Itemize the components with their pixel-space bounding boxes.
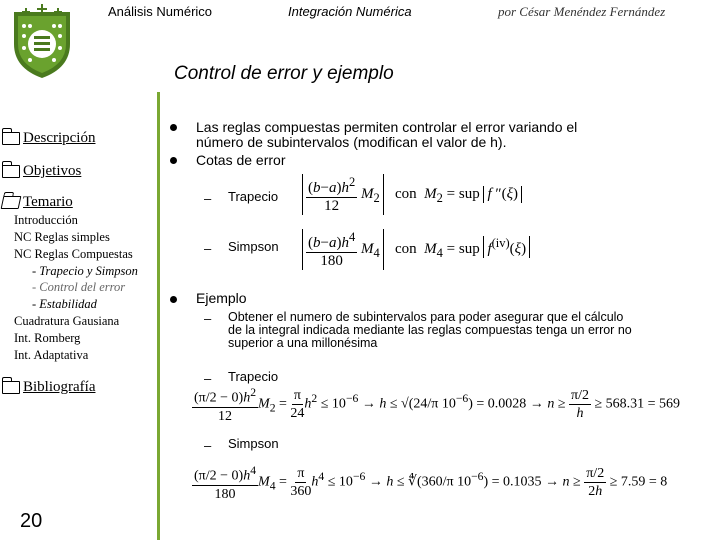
dash-marker: – (204, 311, 212, 326)
temario-item-romberg[interactable]: Int. Romberg (14, 331, 81, 345)
folder-icon (2, 381, 20, 394)
header-author: por César Menéndez Fernández (498, 4, 666, 19)
temario-item-reglas-simples[interactable]: NC Reglas simples (14, 230, 110, 244)
nav-descripcion-label: Descripción (23, 130, 96, 146)
accent-strip (157, 92, 160, 540)
dash-marker: – (204, 438, 212, 453)
bullet-dot (170, 157, 177, 164)
simpson-error-formula: $\frac{(b-a)h^4}{180}$ $M_4$ con $M_4$ = sup $f^{(iv)}(\xi)$ (302, 229, 530, 270)
temario-item-introduccion[interactable]: Introducción (14, 213, 78, 227)
nav-temario-label: Temario (23, 194, 73, 210)
trapecio-label: Trapecio (228, 189, 279, 204)
simpson-example-label: Simpson (228, 436, 279, 451)
slide-title: Control de error y ejemplo (174, 63, 394, 84)
ejemplo-line3: superior a una millonésima (228, 336, 378, 350)
nav-descripcion[interactable] (2, 130, 95, 147)
folder-icon (2, 132, 20, 145)
temario-item-reglas-compuestas[interactable]: NC Reglas Compuestas (14, 247, 133, 261)
nav-objetivos-label: Objetivos (23, 163, 82, 179)
folder-icon (2, 165, 20, 178)
temario-subitem-control-error[interactable]: - Control del error (32, 280, 126, 294)
trapecio-example-label: Trapecio (228, 369, 279, 384)
dash-marker: – (204, 371, 212, 386)
nav-bibliografia[interactable] (2, 379, 95, 396)
bullet-dot (170, 296, 177, 303)
temario-subitem-estabilidad[interactable]: - Estabilidad (32, 297, 97, 311)
header-topic: Integración Numérica (288, 4, 412, 19)
dash-marker: – (204, 191, 212, 206)
page-number: 20 (20, 510, 43, 532)
simpson-example-formula: $\frac{(\pi/2 - 0)h^4}{180}$ $M_4$ = $\frac{\pi}{360}$ $h^4 \le 10^{-6} \to h$ ≤ ∜(360/π $10^{-6}) = 0.1035 \to n$ ≥ $\frac{\pi/2}{2h}$ ≥ 7.59 = 8 (194, 464, 668, 502)
folder-open-icon (1, 196, 22, 209)
simpson-label: Simpson (228, 239, 279, 254)
temario-item-adaptativa[interactable]: Int. Adaptativa (14, 348, 89, 362)
university-seal-icon (2, 2, 82, 80)
trapecio-error-formula: $\frac{(b-a)h^2}{12}$ $M_2$ con $M_2$ = sup f ″(ξ) (302, 174, 522, 215)
trapecio-example-formula: $\frac{(\pi/2 - 0)h^2}{12}$ $M_2$ = $\frac{\pi}{24}$ $h^2 \le 10^{-6} \to h \le √(24/\pi$ $10^{-6}) = 0.0028 \to n$ ≥ $\frac{\pi/2}{h}$ ≥ 568.31 = 569 (194, 386, 681, 424)
dash-marker: – (204, 241, 212, 256)
ejemplo-line1: Obtener el numero de subintervalos para poder asegurar que el cálculo (228, 310, 624, 324)
bullet-dot (170, 124, 177, 131)
nav-temario[interactable] (2, 194, 73, 211)
nav-bibliografia-label: Bibliografía (23, 379, 96, 395)
nav-objetivos[interactable] (2, 163, 81, 180)
header-course: Análisis Numérico (108, 4, 213, 19)
bullet1-line1: Las reglas compuestas permiten controlar el error variando el (196, 119, 578, 135)
ejemplo-line2: de la integral indicada mediante las reglas compuestas tenga un error no (228, 323, 632, 337)
bullet1-line2: número de subintervalos (modifican el valor de h). (196, 134, 507, 150)
temario-subitem-trapecio-simpson[interactable]: - Trapecio y Simpson (32, 264, 138, 278)
bullet2-text: Cotas de error (196, 152, 286, 168)
temario-item-cuadratura-gausiana[interactable]: Cuadratura Gausiana (14, 314, 120, 328)
bullet3-text: Ejemplo (196, 290, 247, 306)
